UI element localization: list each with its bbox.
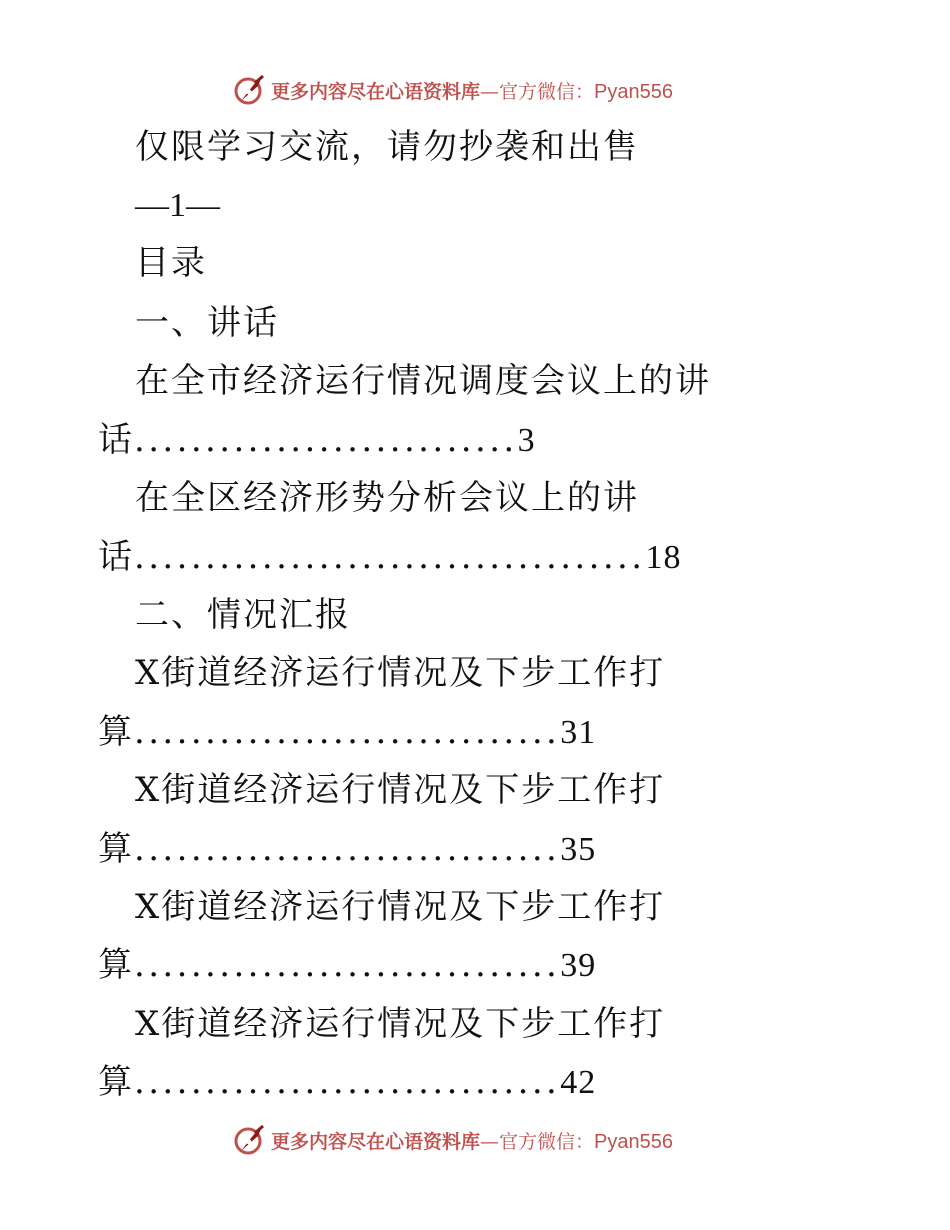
toc-dot-leader: .............................. <box>134 1062 561 1102</box>
watermark-text <box>271 77 673 104</box>
pen-nib-logo-icon <box>233 1123 267 1157</box>
toc-entry-title: X街道经济运行情况及下步工作打 <box>135 1004 666 1044</box>
section-heading-speeches: 一、讲话 <box>135 303 279 343</box>
section-heading-reports: 二、情况汇报 <box>135 595 351 635</box>
toc-entry-title-end: 算 <box>98 945 134 985</box>
toc-entry-leader-line <box>98 712 596 753</box>
toc-dot-leader: .................................... <box>134 537 646 577</box>
toc-entry-leader-line <box>98 420 536 461</box>
toc-page-number: 18 <box>645 539 682 576</box>
watermark-brand: 更多内容尽在心语资料库 <box>271 80 481 103</box>
watermark-wechat-label: 官方微信： <box>499 80 595 103</box>
toc-dot-leader: .............................. <box>134 829 561 869</box>
toc-entry-title: 在全市经济运行情况调度会议上的讲 <box>135 361 711 401</box>
toc-entry-title-end: 算 <box>98 1062 134 1102</box>
footer-watermark <box>233 1123 673 1157</box>
toc-page-number: 3 <box>517 422 536 459</box>
watermark-dash: — <box>480 1130 500 1153</box>
toc-entry-leader-line <box>98 537 681 578</box>
watermark-wechat-id: Pyan556 <box>594 1130 673 1153</box>
toc-entry-title-end: 话 <box>98 537 134 577</box>
toc-dot-leader: .............................. <box>134 945 561 985</box>
toc-entry-title-end: 算 <box>98 712 134 752</box>
watermark-wechat-id: Pyan556 <box>594 80 673 103</box>
toc-entry-leader-line <box>98 945 596 986</box>
page-marker: —1— <box>135 187 220 224</box>
header-watermark <box>233 73 673 107</box>
usage-notice: 仅限学习交流，请勿抄袭和出售 <box>135 127 639 167</box>
watermark-dash: — <box>480 80 500 103</box>
toc-dot-leader: ........................... <box>134 420 518 460</box>
toc-entry-title: X街道经济运行情况及下步工作打 <box>135 653 666 693</box>
toc-page-number: 31 <box>560 714 597 751</box>
toc-dot-leader: .............................. <box>134 712 561 752</box>
watermark-brand: 更多内容尽在心语资料库 <box>271 1130 481 1153</box>
toc-page-number: 42 <box>560 1064 597 1101</box>
toc-entry-title-end: 算 <box>98 829 134 869</box>
toc-entry-title: X街道经济运行情况及下步工作打 <box>135 887 666 927</box>
toc-entry-title: 在全区经济形势分析会议上的讲 <box>135 478 639 518</box>
toc-entry-leader-line <box>98 829 596 870</box>
watermark-text <box>271 1127 673 1154</box>
toc-page-number: 35 <box>560 831 597 868</box>
pen-nib-logo-icon <box>233 73 267 107</box>
watermark-wechat-label: 官方微信： <box>499 1130 595 1153</box>
toc-entry-title: X街道经济运行情况及下步工作打 <box>135 770 666 810</box>
toc-page-number: 39 <box>560 947 597 984</box>
toc-entry-leader-line <box>98 1062 596 1103</box>
toc-title: 目录 <box>135 243 207 283</box>
toc-entry-title-end: 话 <box>98 420 134 460</box>
